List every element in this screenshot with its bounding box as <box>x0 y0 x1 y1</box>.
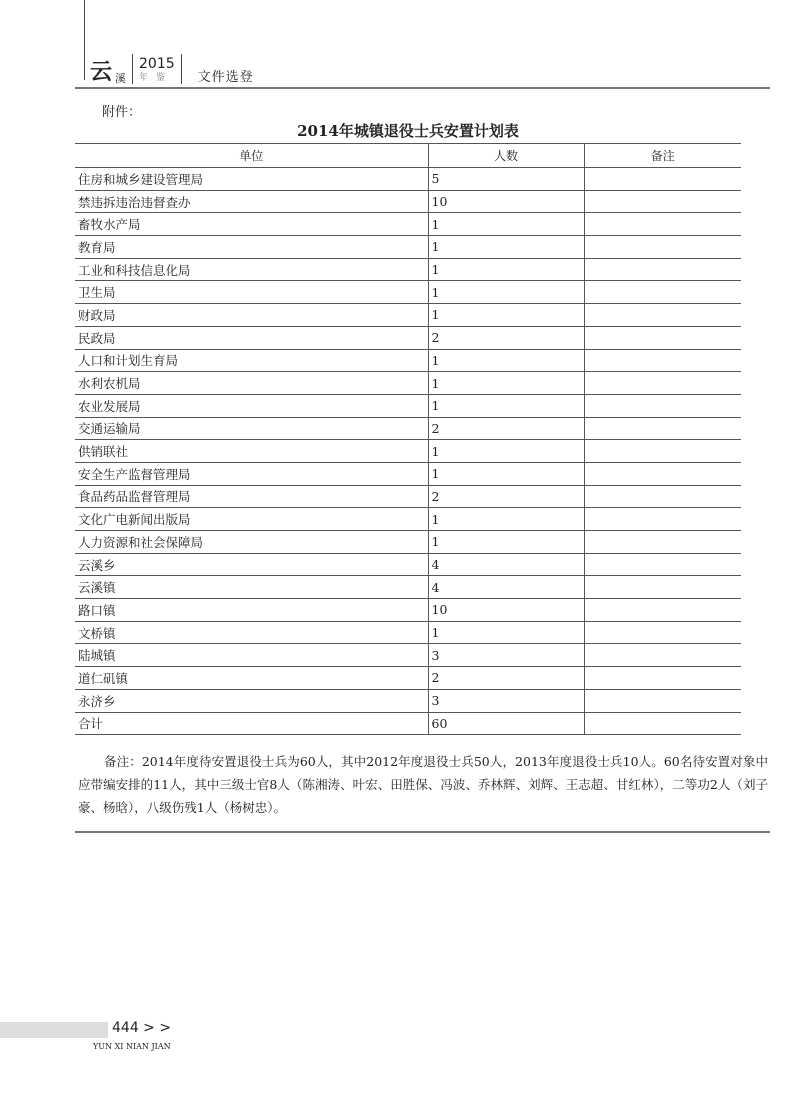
cell-remarks <box>584 644 741 667</box>
cell-unit: 民政局 <box>75 326 428 349</box>
cell-unit: 文化广电新闻出版局 <box>75 508 428 531</box>
header-separator <box>181 54 182 84</box>
table-row <box>75 553 741 576</box>
cell-unit: 水利农机局 <box>75 372 428 395</box>
cell-unit: 财政局 <box>75 304 428 327</box>
cell-unit: 卫生局 <box>75 281 428 304</box>
table-row <box>75 644 741 667</box>
cell-remarks <box>584 213 741 236</box>
header-rule <box>75 87 770 89</box>
cell-remarks <box>584 258 741 281</box>
cell-remarks <box>584 372 741 395</box>
table-row <box>75 621 741 644</box>
table-row <box>75 304 741 327</box>
remarks-paragraph: 备注：2014年度待安置退役士兵为60人，其中2012年度退役士兵50人，2013年度退役士兵10人。60名待安置对象中应带编安排的11人，其中三级士官8人（陈湘涛、叶宏、田胜保、冯波、乔林辉、刘辉、王志超、甘红林），二等功2人（刘子豪、杨晗），八级伤残1人（杨树忠）。 <box>78 754 768 815</box>
header-vertical-rule <box>84 0 85 80</box>
cell-remarks <box>584 576 741 599</box>
cell-unit: 云溪镇 <box>75 576 428 599</box>
cell-remarks <box>584 712 741 735</box>
logo-char-small: 溪 <box>115 72 127 85</box>
cell-count: 1 <box>428 236 584 259</box>
cell-remarks <box>584 394 741 417</box>
header-count: 人数 <box>428 144 584 168</box>
cell-count: 3 <box>428 689 584 712</box>
cell-remarks <box>584 349 741 372</box>
table-row <box>75 485 741 508</box>
cell-unit: 食品药品监督管理局 <box>75 485 428 508</box>
cell-remarks <box>584 236 741 259</box>
page-number: 444 > > <box>112 1020 172 1036</box>
cell-unit: 供销联社 <box>75 440 428 463</box>
cell-unit: 云溪乡 <box>75 553 428 576</box>
cell-remarks <box>584 553 741 576</box>
yearbook: 年鉴 <box>139 73 174 83</box>
cell-count: 1 <box>428 508 584 531</box>
cell-count: 1 <box>428 531 584 554</box>
cell-count: 4 <box>428 576 584 599</box>
year: 2015 <box>139 56 175 72</box>
cell-remarks <box>584 304 741 327</box>
cell-count: 1 <box>428 213 584 236</box>
cell-count: 60 <box>428 712 584 735</box>
cell-count: 5 <box>428 168 584 191</box>
cell-count: 1 <box>428 394 584 417</box>
cell-remarks <box>584 462 741 485</box>
section-title: 文件选登 <box>197 70 254 85</box>
cell-count: 10 <box>428 599 584 622</box>
table-row <box>75 326 741 349</box>
header-remarks: 备注 <box>584 144 741 168</box>
table-row <box>75 349 741 372</box>
table-row <box>75 213 741 236</box>
placement-table <box>75 143 741 735</box>
cell-count: 1 <box>428 281 584 304</box>
table-row <box>75 576 741 599</box>
attachment-label: 附件： <box>102 105 142 120</box>
table-title: 2014年城镇退役士兵安置计划表 <box>297 122 519 140</box>
table-row <box>75 372 741 395</box>
cell-count: 4 <box>428 553 584 576</box>
cell-remarks <box>584 190 741 213</box>
cell-remarks <box>584 326 741 349</box>
cell-unit: 永济乡 <box>75 689 428 712</box>
cell-remarks <box>584 417 741 440</box>
cell-unit: 路口镇 <box>75 599 428 622</box>
cell-remarks <box>584 508 741 531</box>
table-row <box>75 168 741 191</box>
cell-remarks <box>584 667 741 690</box>
cell-count: 1 <box>428 258 584 281</box>
cell-count: 1 <box>428 304 584 327</box>
table-row <box>75 190 741 213</box>
cell-count: 1 <box>428 349 584 372</box>
cell-unit: 陆城镇 <box>75 644 428 667</box>
cell-count: 2 <box>428 485 584 508</box>
table-row <box>75 689 741 712</box>
cell-remarks <box>584 168 741 191</box>
table-row <box>75 394 741 417</box>
table-row <box>75 417 741 440</box>
footer-bar <box>0 1022 108 1038</box>
table-row <box>75 508 741 531</box>
cell-remarks <box>584 689 741 712</box>
cell-count: 3 <box>428 644 584 667</box>
cell-unit: 文桥镇 <box>75 621 428 644</box>
logo-char: 云 <box>90 60 113 85</box>
footer-subtitle: YUN XI NIAN JIAN <box>93 1042 171 1051</box>
cell-count: 1 <box>428 462 584 485</box>
cell-unit: 畜牧水产局 <box>75 213 428 236</box>
cell-unit: 禁违拆违治违督查办 <box>75 190 428 213</box>
table-row <box>75 462 741 485</box>
cell-remarks <box>584 531 741 554</box>
cell-count: 2 <box>428 667 584 690</box>
cell-remarks <box>584 621 741 644</box>
header-unit: 单位 <box>75 144 428 168</box>
cell-unit: 道仁矶镇 <box>75 667 428 690</box>
cell-unit: 农业发展局 <box>75 394 428 417</box>
cell-remarks <box>584 485 741 508</box>
bottom-rule <box>75 831 770 833</box>
cell-unit: 安全生产监督管理局 <box>75 462 428 485</box>
cell-unit: 合计 <box>75 712 428 735</box>
table-row <box>75 667 741 690</box>
table-row <box>75 281 741 304</box>
table-row <box>75 599 741 622</box>
cell-unit: 交通运输局 <box>75 417 428 440</box>
table-row <box>75 712 741 735</box>
cell-unit: 住房和城乡建设管理局 <box>75 168 428 191</box>
cell-unit: 工业和科技信息化局 <box>75 258 428 281</box>
table-row <box>75 258 741 281</box>
table-row <box>75 531 741 554</box>
cell-count: 2 <box>428 326 584 349</box>
yearbook-label <box>139 56 175 84</box>
header-separator <box>132 54 133 84</box>
cell-remarks <box>584 599 741 622</box>
cell-count: 1 <box>428 372 584 395</box>
cell-count: 1 <box>428 621 584 644</box>
cell-unit: 人口和计划生育局 <box>75 349 428 372</box>
cell-unit: 教育局 <box>75 236 428 259</box>
cell-remarks <box>584 440 741 463</box>
running-header <box>90 50 254 84</box>
cell-unit: 人力资源和社会保障局 <box>75 531 428 554</box>
table-header-row <box>75 144 741 168</box>
cell-count: 1 <box>428 440 584 463</box>
cell-count: 2 <box>428 417 584 440</box>
table-row <box>75 440 741 463</box>
cell-remarks <box>584 281 741 304</box>
table-row <box>75 236 741 259</box>
cell-count: 10 <box>428 190 584 213</box>
